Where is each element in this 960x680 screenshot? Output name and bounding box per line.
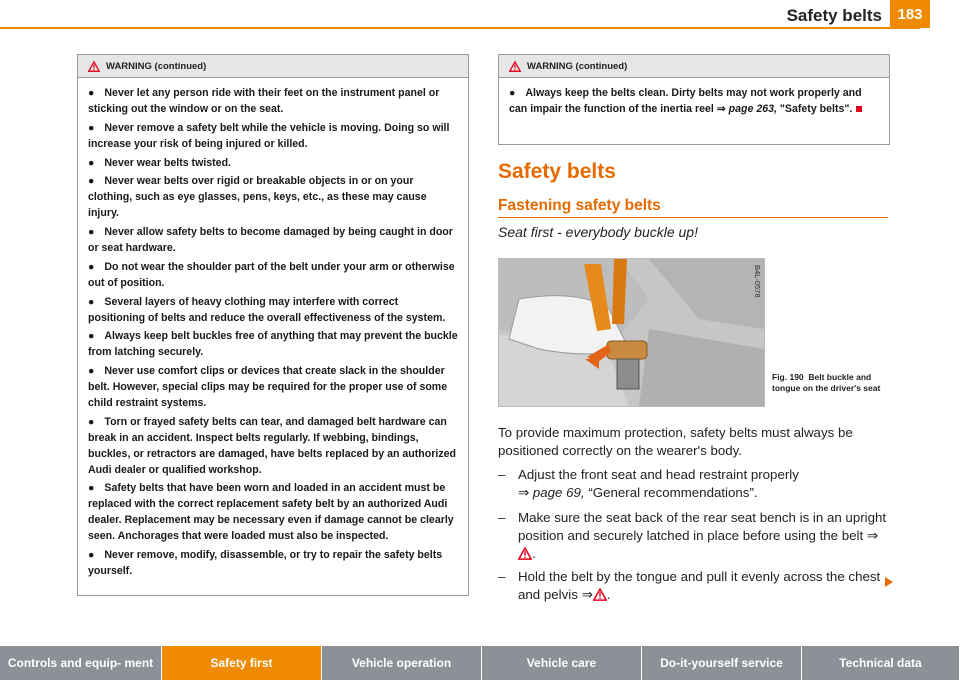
- step-item: – Adjust the front seat and head restraint properly ⇒ page 69, “General recommendations”.: [498, 467, 799, 500]
- figure-code: B4L-0578: [753, 265, 762, 298]
- end-of-section-icon: [856, 106, 862, 112]
- arrow-icon: ⇒: [581, 586, 593, 602]
- bullet-icon: ●: [88, 87, 95, 99]
- continued-arrow-icon: [885, 577, 893, 587]
- subsection-rule: [498, 217, 888, 218]
- figure-caption: Fig. 190 Belt buckle and tongue on the driver's seat: [772, 372, 881, 394]
- arrow-icon: ⇒: [716, 102, 726, 115]
- tab-controls-and-equipment[interactable]: Controls and equip- ment: [0, 646, 162, 680]
- bullet-icon: ●: [88, 121, 95, 134]
- running-header-title: Safety belts: [786, 6, 882, 25]
- bullet-icon: ●: [88, 226, 95, 239]
- warning-item: ● Never wear belts over rigid or breakable objects in or on your clothing, such as eye glasses, pens, keys, etc., as these may cause injury.: [88, 175, 427, 220]
- tab-do-it-yourself-service[interactable]: Do-it-yourself service: [642, 646, 802, 680]
- warning-body: [78, 78, 468, 589]
- warning-heading-text: WARNING (continued): [106, 60, 207, 72]
- arrow-icon: ⇒: [866, 527, 879, 543]
- warning-item: ● Always keep the belts clean. Dirty belts may not work properly and can impair the function of the inertia reel ⇒ page 263, "Safety belts".: [509, 87, 862, 115]
- warning-box-left: [77, 54, 469, 596]
- bullet-icon: ●: [88, 330, 95, 343]
- warning-item: ● Torn or frayed safety belts can tear, and damaged belt hardware can break in an accident. Inspect belts regularly. If webbing, bindings, buckles, or retractors are damaged, have belts replaced by an authorized Audi dealer or qualified workshop.: [88, 415, 456, 476]
- tab-vehicle-care[interactable]: Vehicle care: [482, 646, 642, 680]
- warning-triangle-icon[interactable]: [593, 588, 607, 601]
- warning-item: ● Never allow safety belts to become damaged by being caught in door or seat hardware.: [88, 226, 453, 255]
- tab-technical-data[interactable]: Technical data: [802, 646, 960, 680]
- bullet-icon: ●: [509, 87, 516, 99]
- warning-triangle-icon[interactable]: [518, 547, 532, 560]
- warning-triangle-icon: [509, 61, 521, 72]
- warning-item: ● Never use comfort clips or devices that create slack in the shoulder belt. However, special clips may be required for the proper use of some child restraint systems.: [88, 365, 448, 410]
- warning-item: ● Safety belts that have been worn and loaded in an accident must be replaced with the correct replacement safety belt by an authorized Audi dealer. Replacement may be necessary even if damage cannot be clearly seen. Anchorages that were loaded must also be inspected.: [88, 482, 454, 543]
- bullet-icon: ●: [88, 415, 95, 428]
- page-ref-link[interactable]: page 263,: [728, 102, 777, 115]
- belt-buckle-figure: [498, 258, 765, 407]
- page-number-tab: 183: [890, 0, 930, 28]
- bullet-icon: ●: [88, 260, 95, 273]
- warning-item: ● Several layers of heavy clothing may interfere with correct positioning of belts and reduce the overall effectiveness of the system.: [88, 295, 446, 324]
- subsection-title: Fastening safety belts: [498, 197, 661, 214]
- warning-header: [78, 55, 468, 78]
- warning-body: [499, 78, 889, 127]
- intro-paragraph: To provide maximum protection, safety belts must always be positioned correctly on the wearer's body.: [498, 425, 853, 458]
- warning-item: ● Never remove, modify, disassemble, or try to repair the safety belts yourself.: [88, 549, 443, 577]
- footer-chapter-tabs: [0, 646, 960, 680]
- header-rule: [0, 27, 920, 29]
- tab-vehicle-operation[interactable]: Vehicle operation: [322, 646, 482, 680]
- warning-item: ● Always keep belt buckles free of anything that may prevent the buckle from latching securely.: [88, 330, 458, 359]
- warning-box-right: [498, 54, 890, 145]
- step-item: – Hold the belt by the tongue and pull it evenly across the chest and pelvis ⇒ .: [498, 569, 881, 602]
- warning-item: ● Do not wear the shoulder part of the belt under your arm or otherwise out of position.: [88, 260, 455, 289]
- warning-triangle-icon: [88, 61, 100, 72]
- belt-buckle-illustration: [499, 259, 764, 406]
- bullet-icon: ●: [88, 549, 95, 562]
- bullet-icon: ●: [88, 156, 95, 169]
- arrow-icon: ⇒: [518, 484, 530, 500]
- page-ref-link[interactable]: page 69,: [532, 484, 585, 500]
- bullet-icon: ●: [88, 482, 95, 495]
- step-item: – Make sure the seat back of the rear seat bench is in an upright position and securely latched in place before using the belt ⇒.: [498, 510, 887, 561]
- warning-heading-text: WARNING (continued): [527, 60, 628, 72]
- bullet-icon: ●: [88, 365, 95, 378]
- warning-item: ● Never wear belts twisted.: [88, 156, 231, 169]
- warning-item: ● Never remove a safety belt while the vehicle is moving. Doing so will increase your risk of being injured or killed.: [88, 121, 450, 150]
- warning-header: [499, 55, 889, 78]
- section-tagline: Seat first - everybody buckle up!: [498, 224, 698, 240]
- bullet-icon: ●: [88, 175, 95, 188]
- bullet-icon: ●: [88, 295, 95, 308]
- tab-safety-first[interactable]: Safety first: [162, 646, 322, 680]
- warning-item: ● Never let any person ride with their feet on the instrument panel or sticking out the window or on the seat.: [88, 87, 440, 115]
- section-title: Safety belts: [498, 160, 616, 183]
